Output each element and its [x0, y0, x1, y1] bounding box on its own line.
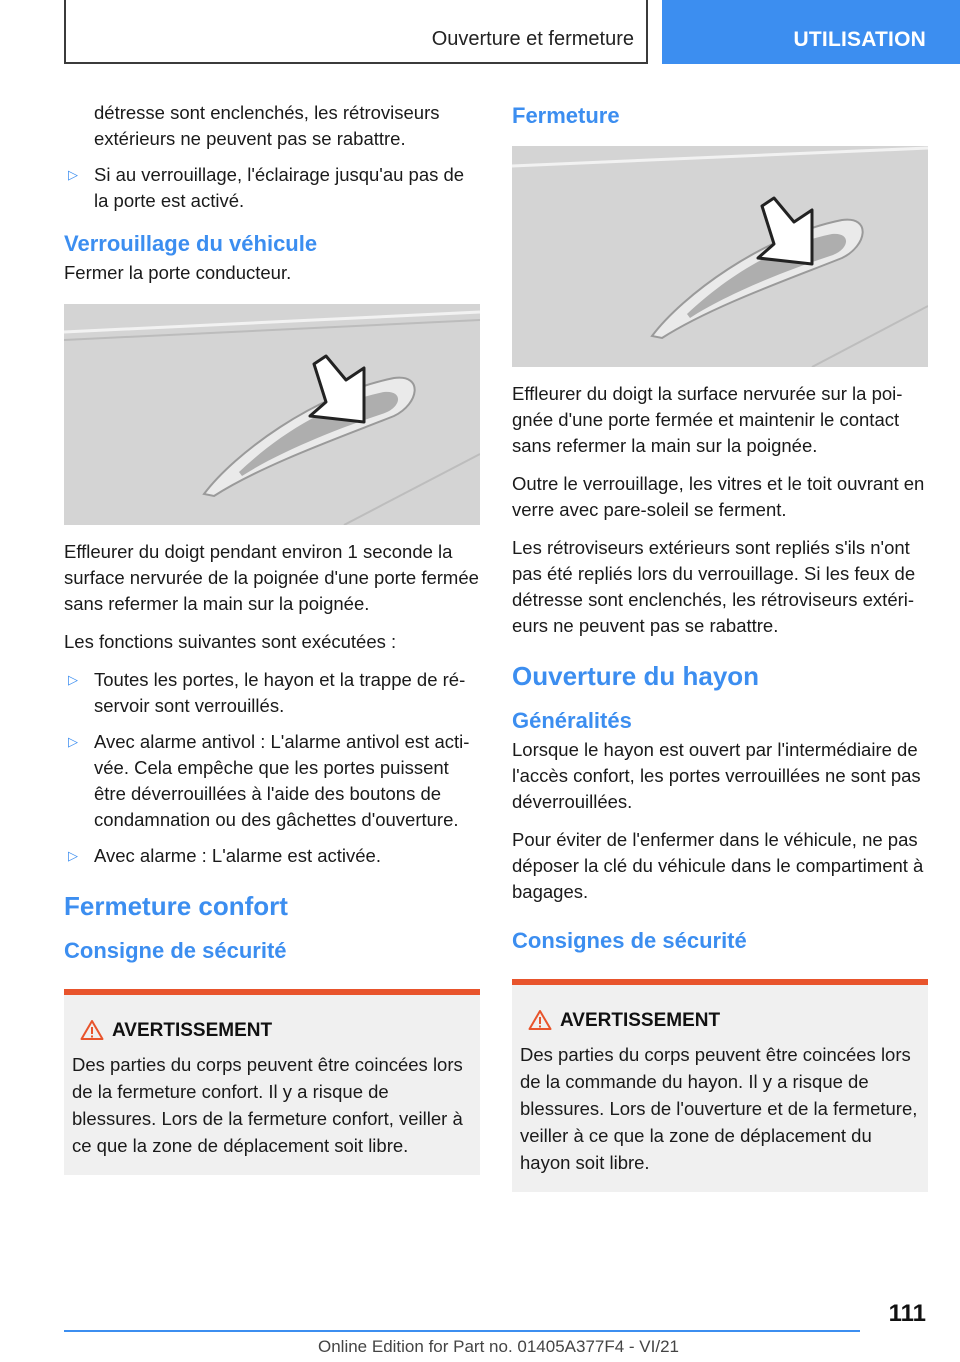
general-text-2: Pour éviter de l'enfermer dans le véhicule, ne pas déposer la clé du véhicule dans le compartiment à bagages. [512, 829, 924, 902]
safety-heading: Consigne de sécurité [64, 938, 287, 963]
comfort-closing-heading: Fermeture confort [64, 891, 288, 921]
general-heading: Généralités [512, 708, 632, 733]
footer-divider [64, 1330, 860, 1332]
section-title: Ouverture et fermeture [431, 28, 634, 50]
triangle-bullet-icon: ▷ [68, 734, 78, 749]
locking-step: Fermer la porte conducteur. [64, 262, 292, 283]
warning-text: Des parties du corps peuvent être coincées lors de la commande du hayon. Il y a risque de blessures. Lors de l'ouverture et de la fermeture, veiller à ce que la zone de déplacement du hayon soit libre. [520, 1044, 918, 1173]
closing-text: Effleurer du doigt la surface nervurée sur la poignée d'une porte fermée et maintenir le contact sans refermer la main sur la poignée. [512, 383, 903, 456]
list-item-text: Si au verrouillage, l'éclairage jusqu'au pas de la porte est activé. [94, 164, 465, 211]
functions-intro: Les fonctions suivantes sont exécutées : [64, 631, 397, 652]
list-item [64, 843, 480, 869]
closing-text-2: Outre le verrouillage, les vitres et le toit ouvrant en verre avec pare-soleil se ferment. [512, 473, 925, 520]
door-handle-press-illustration [512, 146, 928, 367]
warning-triangle-icon [80, 1019, 104, 1046]
locking-text: Effleurer du doigt pendant environ 1 seconde la surface nervurée de la poignée d'une porte fermée sans refermer la main sur la poignée. [64, 541, 479, 614]
triangle-bullet-icon: ▷ [68, 167, 78, 182]
functions-list [64, 667, 480, 869]
list-item-text: Avec alarme : L'alarme est activée. [94, 845, 381, 866]
intro-bullet-list [64, 162, 480, 214]
warning-text: Des parties du corps peuvent être coincées lors de la fermeture confort. Il y a risque de blessures. Lors de la fermeture confort, veiller à ce que la zone de déplacement soit libre. [72, 1054, 463, 1156]
right-column [512, 100, 928, 1192]
warning-triangle-icon [528, 1009, 552, 1036]
edition-text: Online Edition for Part no. 01405A377F4 - VI/21 [318, 1337, 680, 1356]
intro-continuation: détresse sont enclenchés, les rétroviseurs extérieurs ne peuvent pas se rabattre. [94, 102, 440, 149]
left-column [64, 100, 480, 1175]
closing-heading: Fermeture [512, 103, 620, 128]
list-item [64, 729, 480, 833]
general-text: Lorsque le hayon est ouvert par l'intermédiaire de l'accès confort, les portes verrouillées ne sont pas déverrouillées. [512, 739, 921, 812]
safety-heading: Consignes de sécurité [512, 928, 747, 953]
triangle-bullet-icon: ▷ [68, 848, 78, 863]
warning-title: AVERTISSEMENT [112, 1020, 273, 1041]
closing-text-3: Les rétroviseurs extérieurs sont repliés s'ils n'ont pas été repliés lors du verrouillage. Si les feux de détresse sont enclenchés, les rétroviseurs extérieurs ne peuvent pas se rabattre. [512, 537, 916, 636]
list-item-text: Toutes les portes, le hayon et la trappe de réservoir sont verrouillés. [94, 669, 466, 716]
list-item [64, 667, 480, 719]
warning-box [64, 989, 480, 1175]
warning-header [520, 1009, 920, 1035]
locking-heading: Verrouillage du véhicule [64, 231, 318, 256]
header-section-box [64, 0, 648, 64]
warning-box [512, 979, 928, 1192]
warning-header [72, 1019, 472, 1045]
chapter-title: UTILISATION [793, 28, 926, 51]
tailgate-heading: Ouverture du hayon [512, 661, 760, 691]
list-item [64, 162, 480, 214]
warning-title: AVERTISSEMENT [560, 1010, 721, 1031]
header-chapter-tab [662, 0, 960, 64]
list-item-text: Avec alarme antivol : L'alarme antivol est activée. Cela empêche que les portes puissent être déverrouillées à l'aide des boutons de condamnation ou des gâchettes d'ouverture. [94, 731, 470, 830]
door-handle-press-illustration [64, 304, 480, 525]
triangle-bullet-icon: ▷ [68, 672, 78, 687]
page-number: 111 [888, 1300, 926, 1327]
